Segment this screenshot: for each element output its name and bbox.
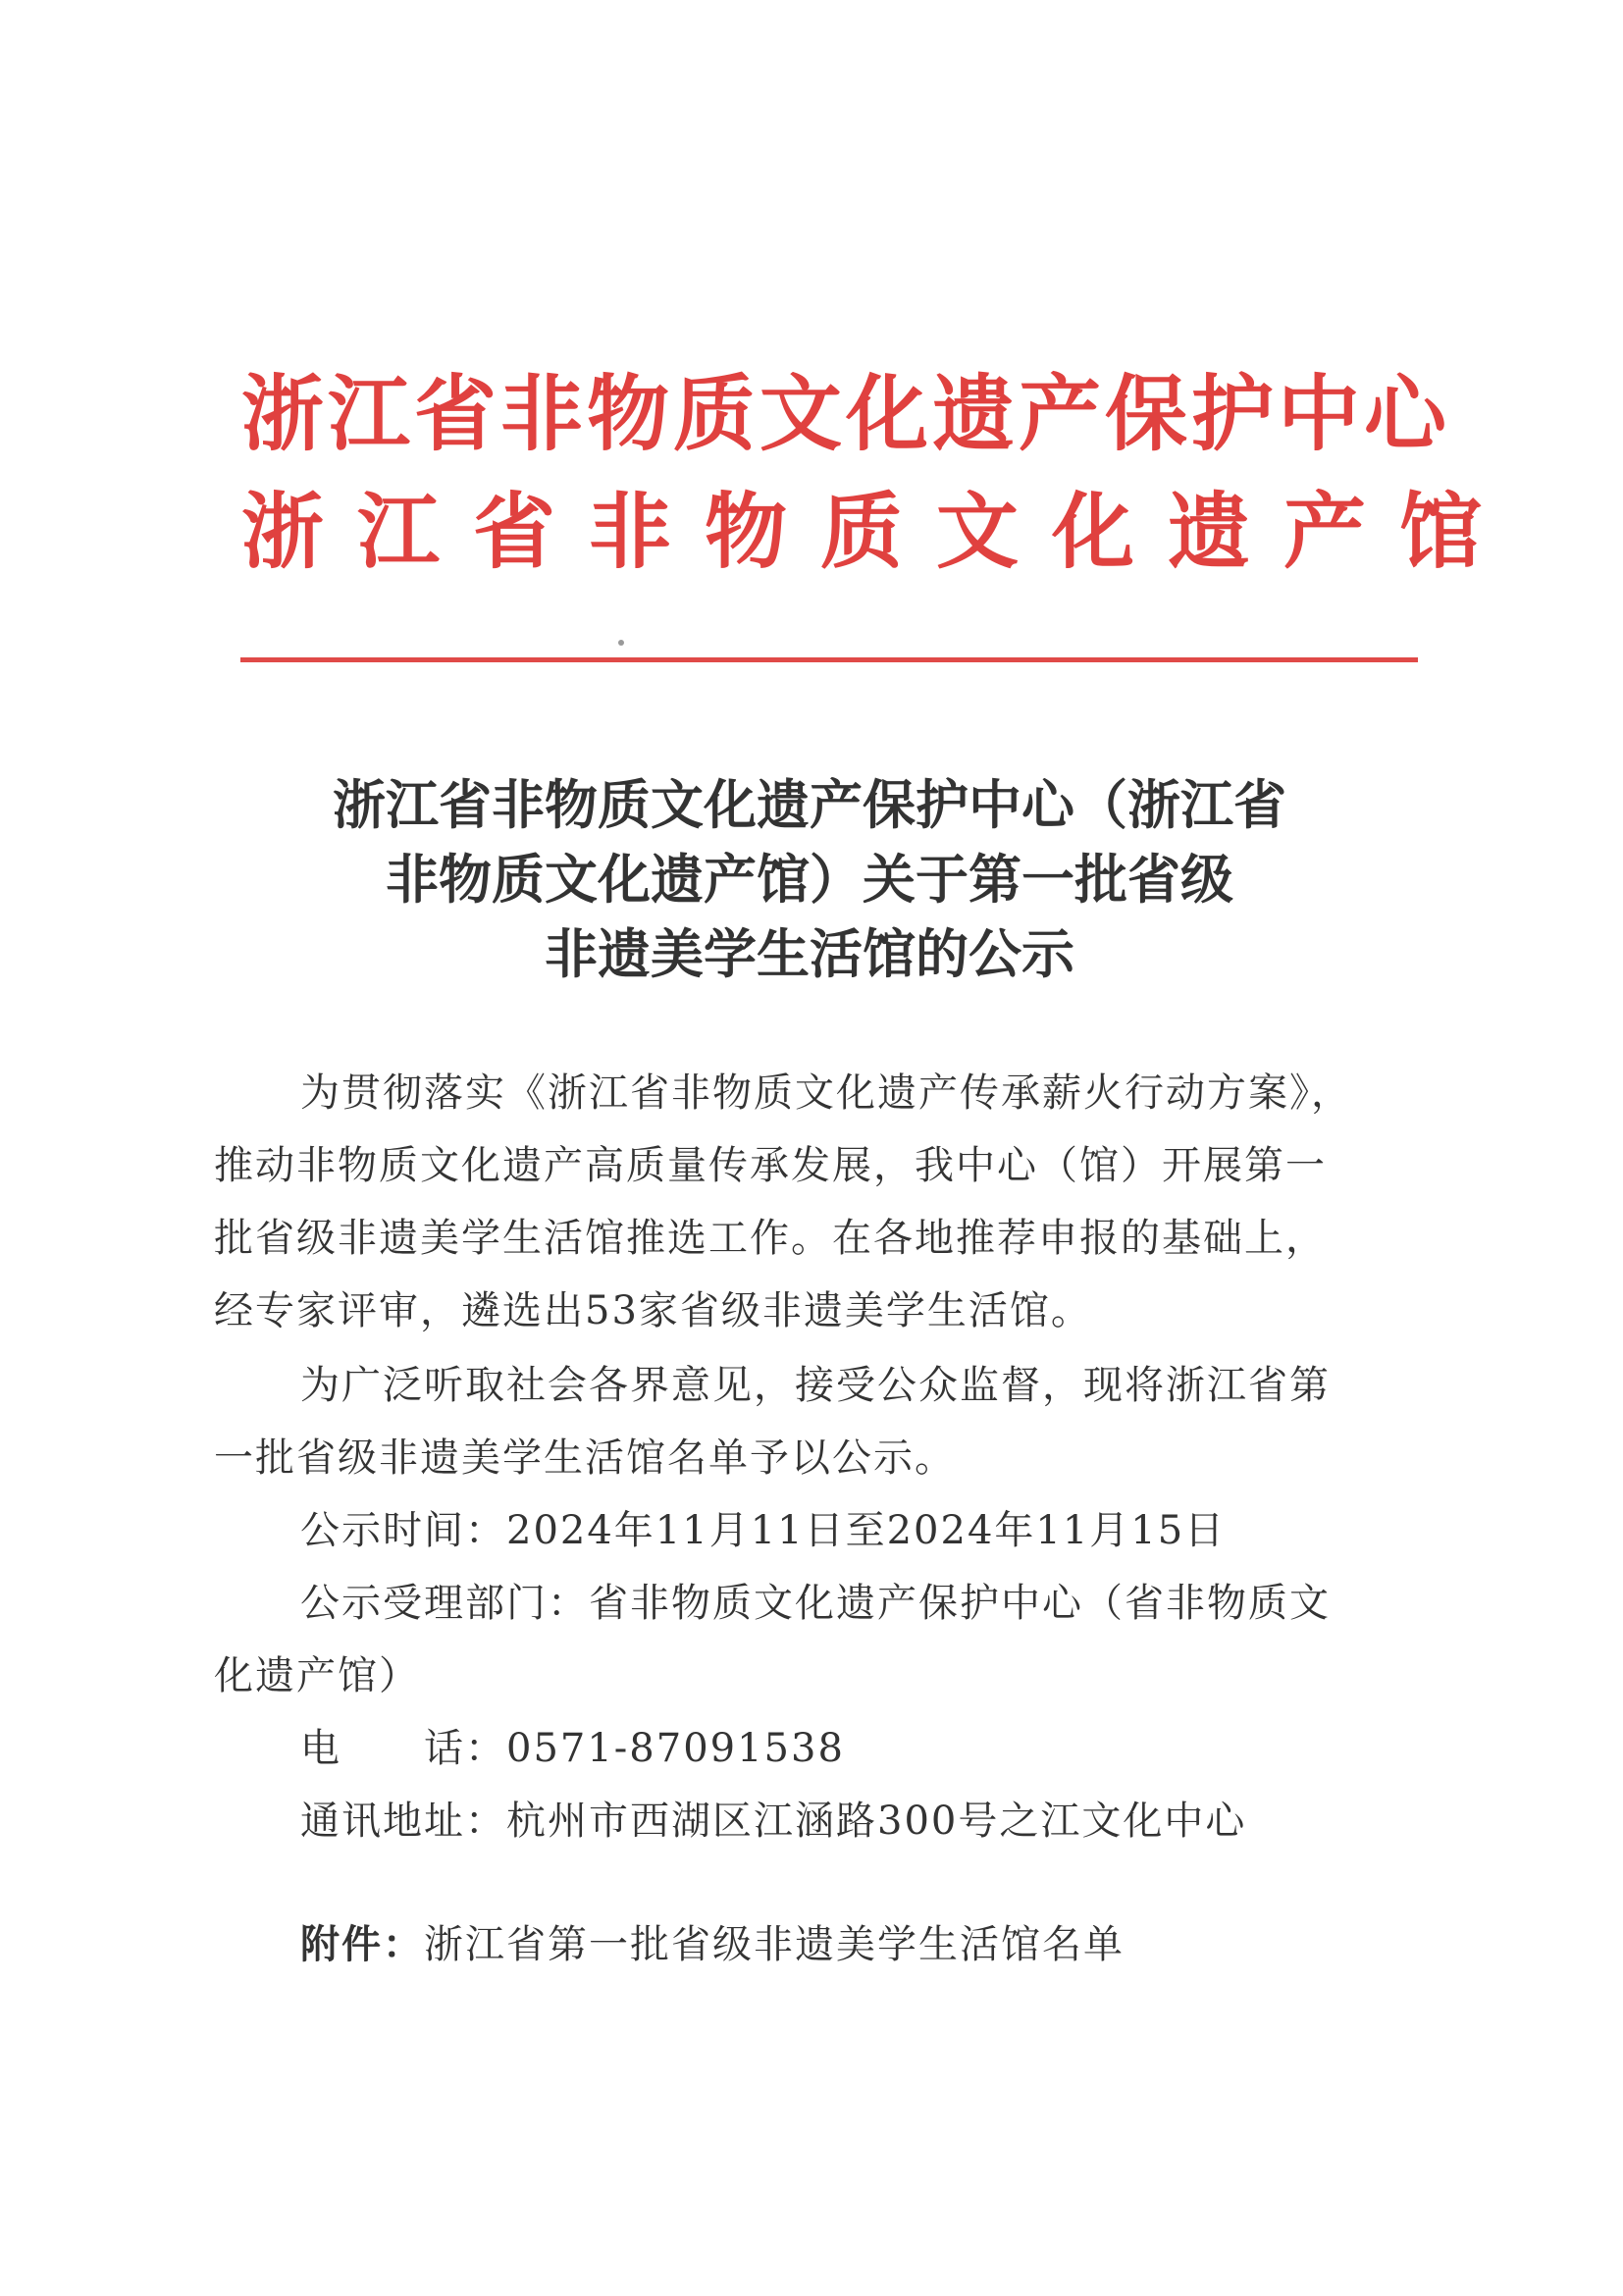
receiving-department-line-2: 化遗产馆） (214, 1653, 420, 1698)
scan-speck (618, 640, 624, 646)
receiving-department-line-1: 公示受理部门：省非物质文化遗产保护中心（省非物质文 (300, 1581, 1331, 1626)
notice-title-line-1: 浙江省非物质文化遗产保护中心（浙江省 (333, 774, 1286, 836)
contact-phone: 电 话：0571-87091538 (300, 1726, 845, 1771)
paragraph-1-line-1: 为贯彻落实《浙江省非物质文化遗产传承薪火行动方案》， (300, 1070, 1352, 1116)
letterhead-line-2: 浙江省非物质文化遗产馆 (241, 483, 1516, 580)
paragraph-2-line-2: 一批省级非遗美学生活馆名单予以公示。 (214, 1435, 956, 1481)
attachment-label: 附件： (300, 1922, 424, 1967)
attachment-title: 浙江省第一批省级非遗美学生活馆名单 (424, 1922, 1125, 1967)
paragraph-2-line-1: 为广泛听取社会各界意见，接受公众监督，现将浙江省第 (300, 1363, 1331, 1408)
notice-title-line-3: 非遗美学生活馆的公示 (545, 923, 1074, 985)
paragraph-1-line-3: 批省级非遗美学生活馆推选工作。在各地推荐申报的基础上， (214, 1216, 1327, 1261)
notice-title-line-2: 非物质文化遗产馆）关于第一批省级 (386, 849, 1233, 911)
paragraph-1-line-2: 推动非物质文化遗产高质量传承发展，我中心（馆）开展第一 (214, 1143, 1327, 1188)
mailing-address: 通讯地址：杭州市西湖区江涵路300号之江文化中心 (300, 1799, 1247, 1844)
notice-period: 公示时间：2024年11月11日至2024年11月15日 (300, 1508, 1227, 1553)
letterhead-line-1: 浙江省非物质文化遗产保护中心 (241, 365, 1451, 462)
red-divider-rule (240, 657, 1418, 662)
attachment-line (300, 1922, 1125, 1967)
paragraph-1-line-4: 经专家评审，遴选出53家省级非遗美学生活馆。 (214, 1288, 1092, 1333)
